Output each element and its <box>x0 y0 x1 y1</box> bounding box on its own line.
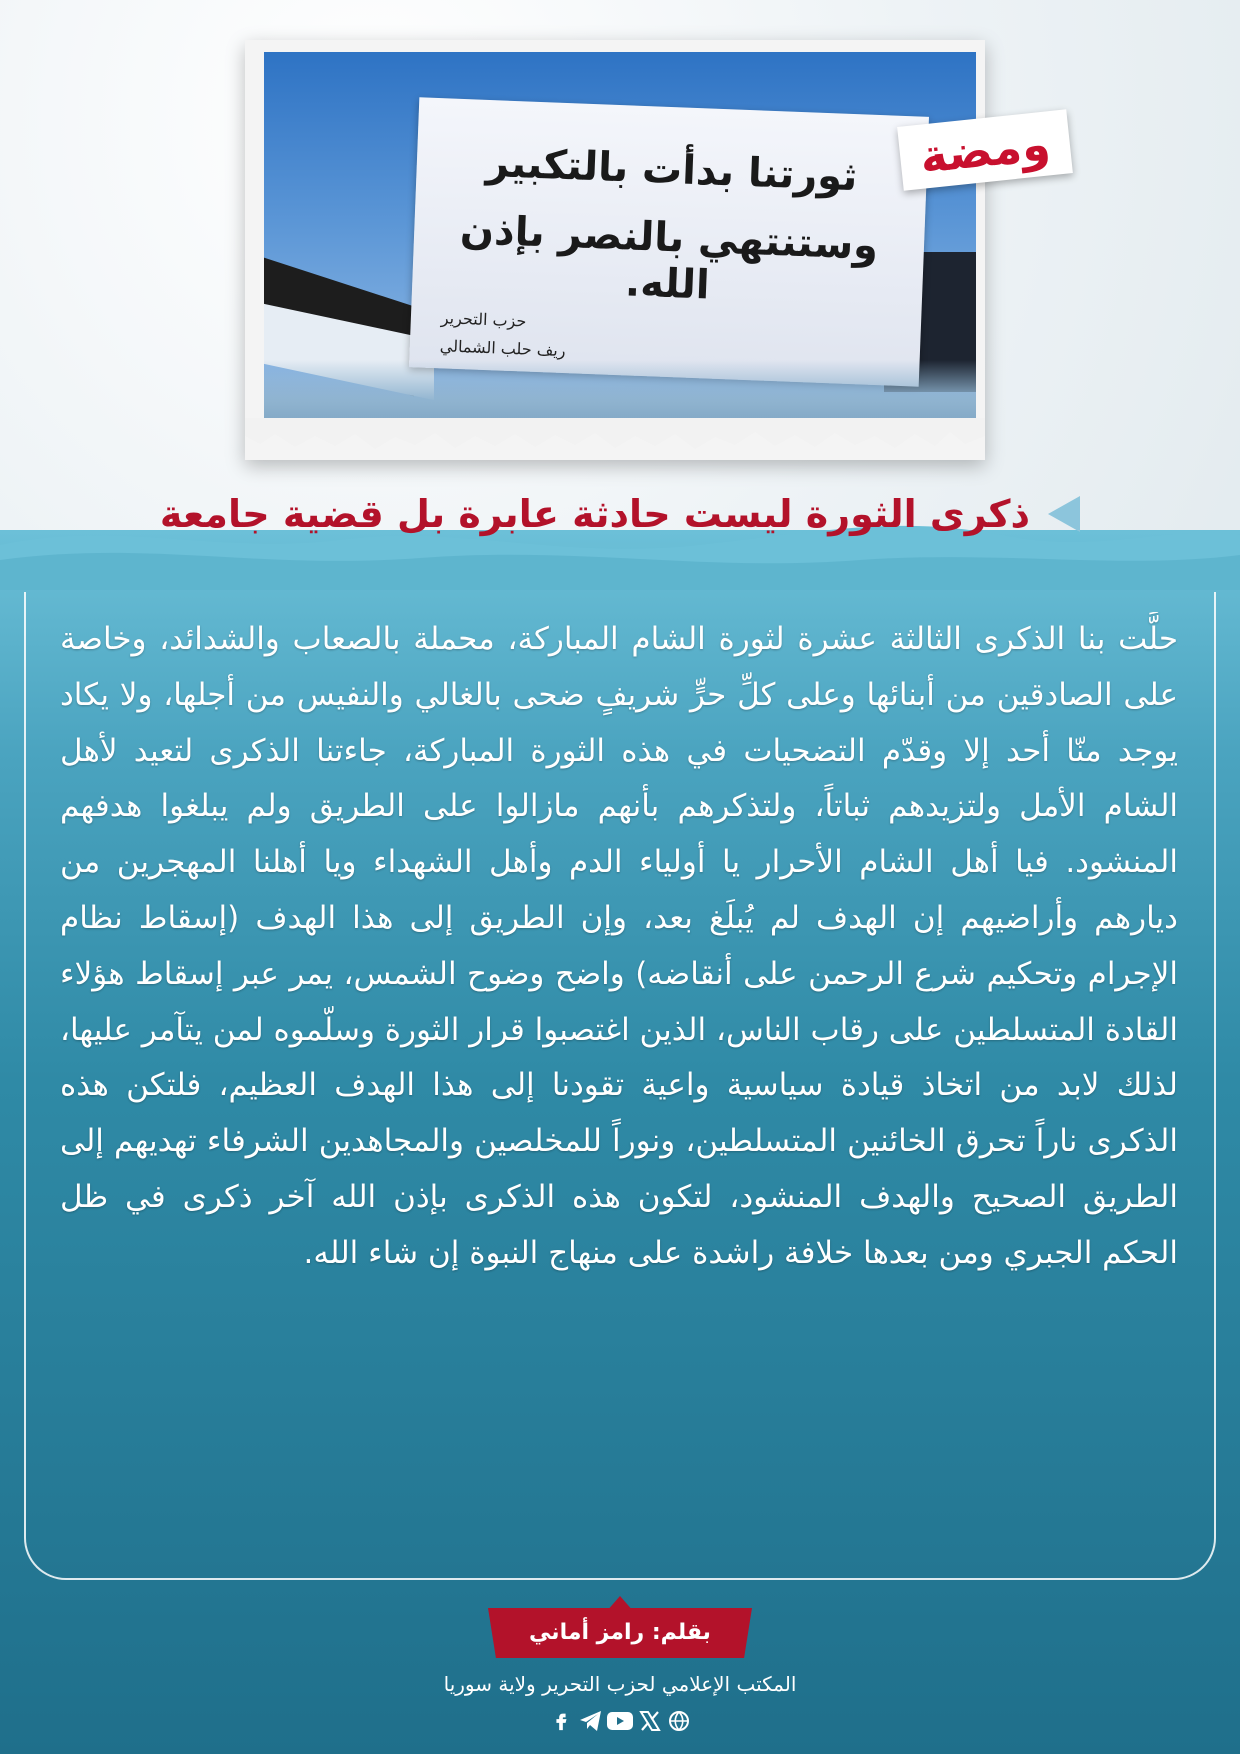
youtube-icon[interactable] <box>607 1708 633 1734</box>
facebook-icon[interactable] <box>548 1708 574 1734</box>
headline-text: ذكرى الثورة ليست حادثة عابرة بل قضية جامعة <box>159 492 1030 536</box>
article-body: حلَّت بنا الذكرى الثالثة عشرة لثورة الشام المباركة، محملة بالصعاب والشدائد، وخاصة على الصادقين من أبنائها وعلى كلِّ حرٍّ شريفٍ ضحى بالغالي والنفيس من أجلها، ولا يكاد يوجد منّا أحد إلا وقدّم التضحيات في هذه الثورة المباركة، جاءتنا الذكرى لتعيد لأهل الشام الأمل ولتزيدهم ثباتاً، ولتذكرهم بأنهم مازالوا على الطريق ولم يبلغوا هدفهم المنشود. فيا أهل الشام الأحرار يا أولياء الدم وأهل الشهداء ويا أهلنا المهجرين من ديارهم وأراضيهم إن الهدف لم يُبلَغ بعد، وإن الطريق إلى هذا الهدف (إسقاط نظام الإجرام وتحكيم شرع الرحمن على أنقاضه) واضح وضوح الشمس، يمر عبر إسقاط هؤلاء القادة المتسلطين على رقاب الناس، الذين اغتصبوا قرار الثورة وسلّموه لمن يتآمر عليها، لذلك لابد من اتخاذ قيادة سياسية واعية تقودنا إلى هذا الهدف العظيم، فلتكن هذه الذكرى ناراً تحرق الخائنين المتسلطين، ونوراً للمخلصين والمجاهدين الشرفاء تهديهم إلى الطريق الصحيح والهدف المنشود، لتكون هذه الذكرى بإذن الله آخر ذكرى في ظل الحكم الجبري ومن بعدها خلافة راشدة على منهاج النبوة إن شاء الله. <box>60 621 1178 1271</box>
banner-signature-line1: حزب التحرير <box>440 308 527 331</box>
social-links <box>548 1706 692 1736</box>
telegram-icon[interactable] <box>578 1708 604 1734</box>
media-office: المكتب الإعلامي لحزب التحرير ولاية سوريا <box>443 1672 797 1696</box>
x-icon[interactable] <box>637 1708 663 1734</box>
website-icon[interactable] <box>666 1708 692 1734</box>
torn-edge <box>245 418 985 463</box>
banner-signature-line2: ريف حلب الشمالي <box>439 336 566 361</box>
banner-photo <box>264 52 976 430</box>
headline <box>159 488 1080 540</box>
arrow-icon <box>1048 496 1080 532</box>
banner <box>409 97 929 386</box>
banner-line2: وستنتهي بالنصر بإذن الله. <box>459 206 880 309</box>
author-name: بقلم: رامز أماني <box>529 1620 711 1645</box>
banner-line1: ثورتنا بدأت بالتكبير <box>485 139 859 201</box>
wamda-tag-label: ومضة <box>917 116 1053 184</box>
